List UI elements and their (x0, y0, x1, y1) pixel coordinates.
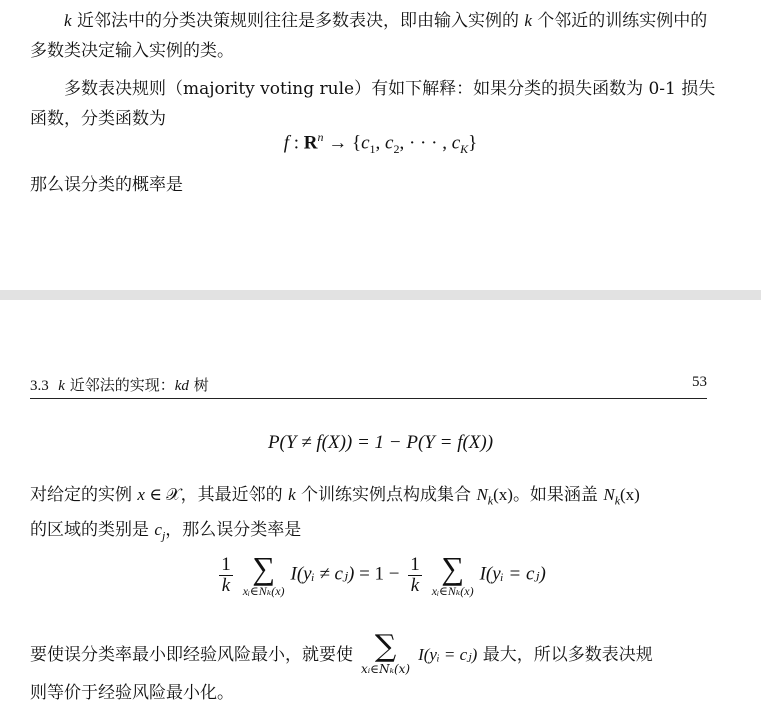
math-in-X: ∈ 𝒳 (144, 485, 181, 504)
math-brace: } (468, 132, 478, 154)
section-number: 3.3 (30, 378, 49, 394)
math-arrow: → { (323, 132, 362, 154)
numerator: 1 (221, 553, 231, 575)
fraction-one-over-k (219, 555, 233, 596)
math-arg: (x) (493, 485, 513, 504)
text: 树 (188, 376, 209, 394)
text: 对给定的实例 (30, 485, 138, 505)
text: ，其最近邻的 (180, 485, 289, 505)
denominator: k (410, 574, 420, 596)
math-arg: (x) (620, 485, 640, 504)
running-header (30, 372, 707, 399)
sum-limit: xᵢ∈Nₖ(x) (242, 584, 285, 598)
summation (243, 552, 285, 598)
math-sub: k (614, 493, 621, 508)
sigma-symbol: ∑ (374, 629, 397, 664)
summation (432, 552, 474, 598)
page-fragment-upper (0, 0, 761, 290)
indicator-equal: I(yᵢ = cⱼ) (418, 645, 478, 664)
paragraph-knn-decision-rule (30, 6, 720, 66)
math-kd: kd (174, 378, 189, 394)
header-title (30, 374, 209, 395)
math-comma: , (375, 132, 386, 154)
text: 近邻法的实现： (64, 376, 175, 394)
math-dots: , · · · , (399, 132, 452, 154)
math-x: x (137, 485, 145, 504)
page-fragment-lower (0, 300, 761, 725)
math-c: c (385, 132, 394, 154)
paragraph-nearest-neighbors (30, 480, 720, 551)
numerator: 1 (410, 553, 420, 575)
text: 。如果涵盖 (512, 485, 604, 505)
math-sub: j (161, 528, 166, 543)
paragraph-empirical-risk (30, 629, 720, 710)
math-colon: : (288, 132, 304, 154)
page-separator (0, 290, 761, 300)
math-c: c (154, 520, 162, 540)
math-f: f (283, 132, 289, 154)
fraction-one-over-k (408, 555, 422, 596)
equation-classification-function (0, 130, 761, 157)
math-sub: k (487, 493, 494, 508)
text: 近邻法中的分类决策规则往往是多数表决，即由输入实例的 (71, 11, 525, 31)
text: 个邻近的训练实例中的多数类决定输入实例的类。 (30, 11, 708, 61)
sigma-symbol: ∑ (441, 550, 465, 586)
text: ，那么误分类率是 (165, 520, 302, 541)
sigma-symbol: ∑ (252, 550, 276, 586)
math-equals: = 1 − (354, 563, 405, 585)
text: 个训练实例点构成集合 (295, 485, 477, 505)
math-k: k (58, 378, 65, 394)
math-R: R (303, 132, 318, 154)
text: 最大，所以多数表决规 (477, 645, 653, 665)
paragraph-misclassification-probability: 那么误分类的概率是 (30, 175, 183, 195)
math-c: c (451, 132, 461, 154)
math-sub: 2 (393, 142, 400, 157)
math-k: k (288, 485, 296, 504)
text: 要使误分类率最小即经验风险最小，就要使 (30, 645, 353, 665)
math-sub: K (460, 142, 469, 157)
math-n: n (317, 130, 324, 144)
math-c: c (361, 132, 370, 154)
math-k: k (524, 11, 532, 30)
sum-limit: xᵢ∈Nₖ(x) (431, 584, 474, 598)
paragraph-majority-voting: 多数表决规则（majority voting rule）有如下解释：如果分类的损失函数为 0-1 损失函数，分类函数为 (30, 79, 716, 129)
math-sub: 1 (369, 142, 376, 157)
text: 的区域的类别是 (30, 520, 155, 541)
math-N: N (603, 485, 615, 504)
indicator-not-equal: I(yᵢ ≠ cⱼ) (290, 563, 355, 585)
summation-inline (361, 629, 411, 676)
math-k: k (64, 11, 72, 30)
denominator: k (221, 574, 231, 596)
math-N: N (476, 485, 488, 504)
equation-error-probability: P(Y ≠ f(X)) = 1 − P(Y = f(X)) (267, 432, 494, 453)
text: 则等价于经验风险最小化。 (30, 683, 234, 703)
page-number: 53 (692, 374, 707, 390)
sum-limit: xᵢ∈Nₖ(x) (361, 662, 411, 676)
indicator-equal: I(yᵢ = cⱼ) (479, 563, 546, 585)
equation-misclassification-rate (0, 552, 761, 598)
